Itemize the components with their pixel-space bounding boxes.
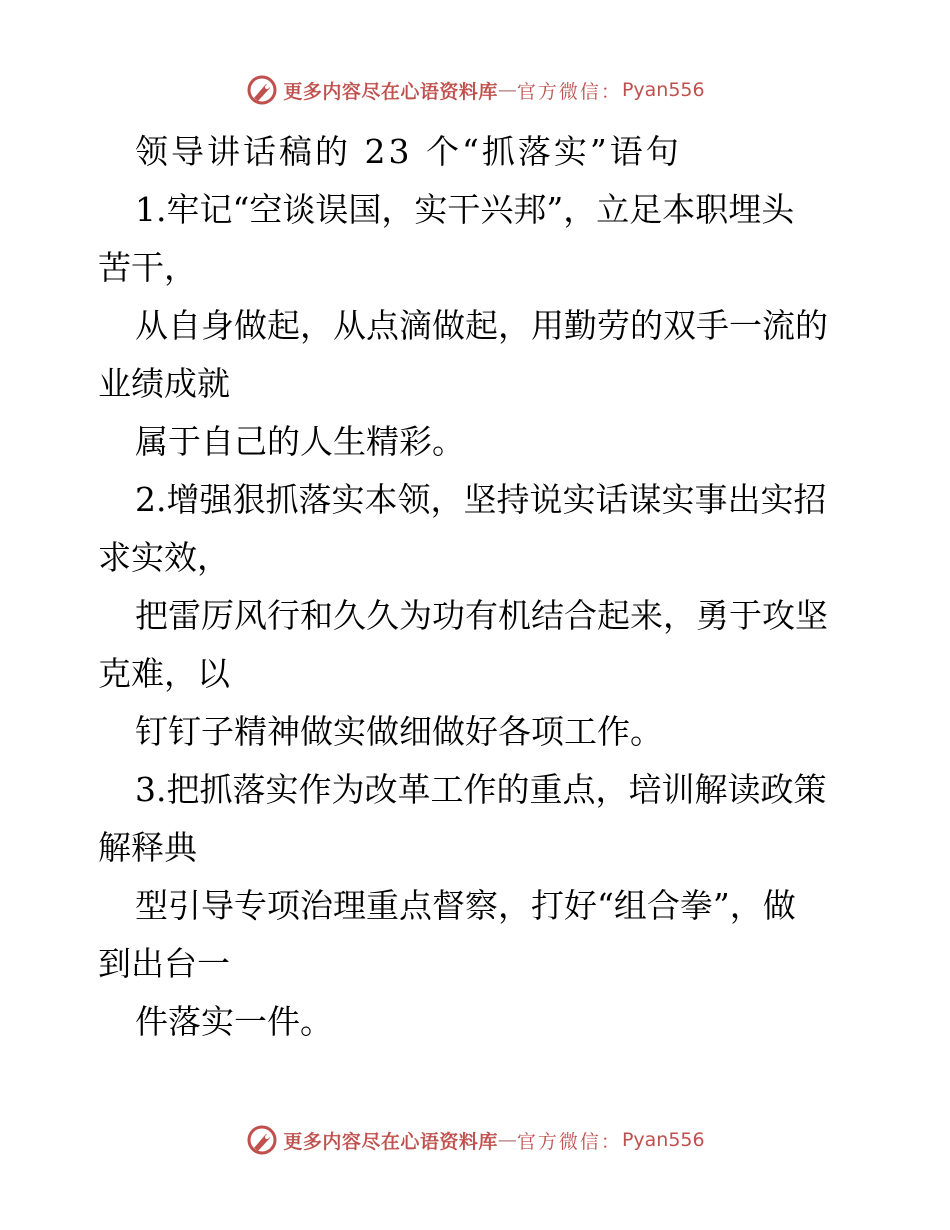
text-line: 从自身做起，从点滴做起，用勤劳的双手一流的 <box>135 306 828 345</box>
text-line: 到出台一 <box>98 944 230 983</box>
footer-banner <box>0 1122 950 1158</box>
text-line: 3.把抓落实作为改革工作的重点，培训解读政策 <box>135 770 827 809</box>
banner-wechat-id: Pyan556 <box>621 79 705 101</box>
document-body <box>98 123 854 1051</box>
banner-main-text: 更多内容尽在心语资料库 <box>283 80 498 103</box>
text-line: 钉钉子精神做实做细做好各项工作。 <box>135 712 663 751</box>
banner-wechat-id: Pyan556 <box>621 1129 705 1151</box>
text-line: 苦干， <box>98 248 197 287</box>
text-line: 把雷厉风行和久久为功有机结合起来，勇于攻坚 <box>135 596 828 635</box>
text-line: 求实效， <box>98 538 230 577</box>
text-line: 型引导专项治理重点督察，打好“组合拳”，做 <box>135 886 796 925</box>
text-line: 2.增强狠抓落实本领，坚持说实话谋实事出实招 <box>135 480 827 519</box>
banner-separator: — <box>497 1129 517 1151</box>
header-banner <box>0 72 950 108</box>
banner-wechat-label: 官方微信： <box>516 1130 622 1153</box>
text-line: 克难，以 <box>98 654 230 693</box>
banner-separator: — <box>497 79 517 101</box>
text-line: 属于自己的人生精彩。 <box>135 422 465 461</box>
text-line: 件落实一件。 <box>135 1002 333 1041</box>
pen-nib-logo-icon <box>245 1123 279 1157</box>
text-line: 1.牢记“空谈误国，实干兴邦”，立足本职埋头 <box>135 190 795 229</box>
pen-nib-logo-icon <box>245 73 279 107</box>
document-title: 领导讲话稿的 23 个“抓落实”语句 <box>135 132 682 171</box>
text-line: 解释典 <box>98 828 197 867</box>
text-line: 业绩成就 <box>98 364 230 403</box>
banner-main-text: 更多内容尽在心语资料库 <box>283 1130 498 1153</box>
banner-wechat-label: 官方微信： <box>516 80 622 103</box>
